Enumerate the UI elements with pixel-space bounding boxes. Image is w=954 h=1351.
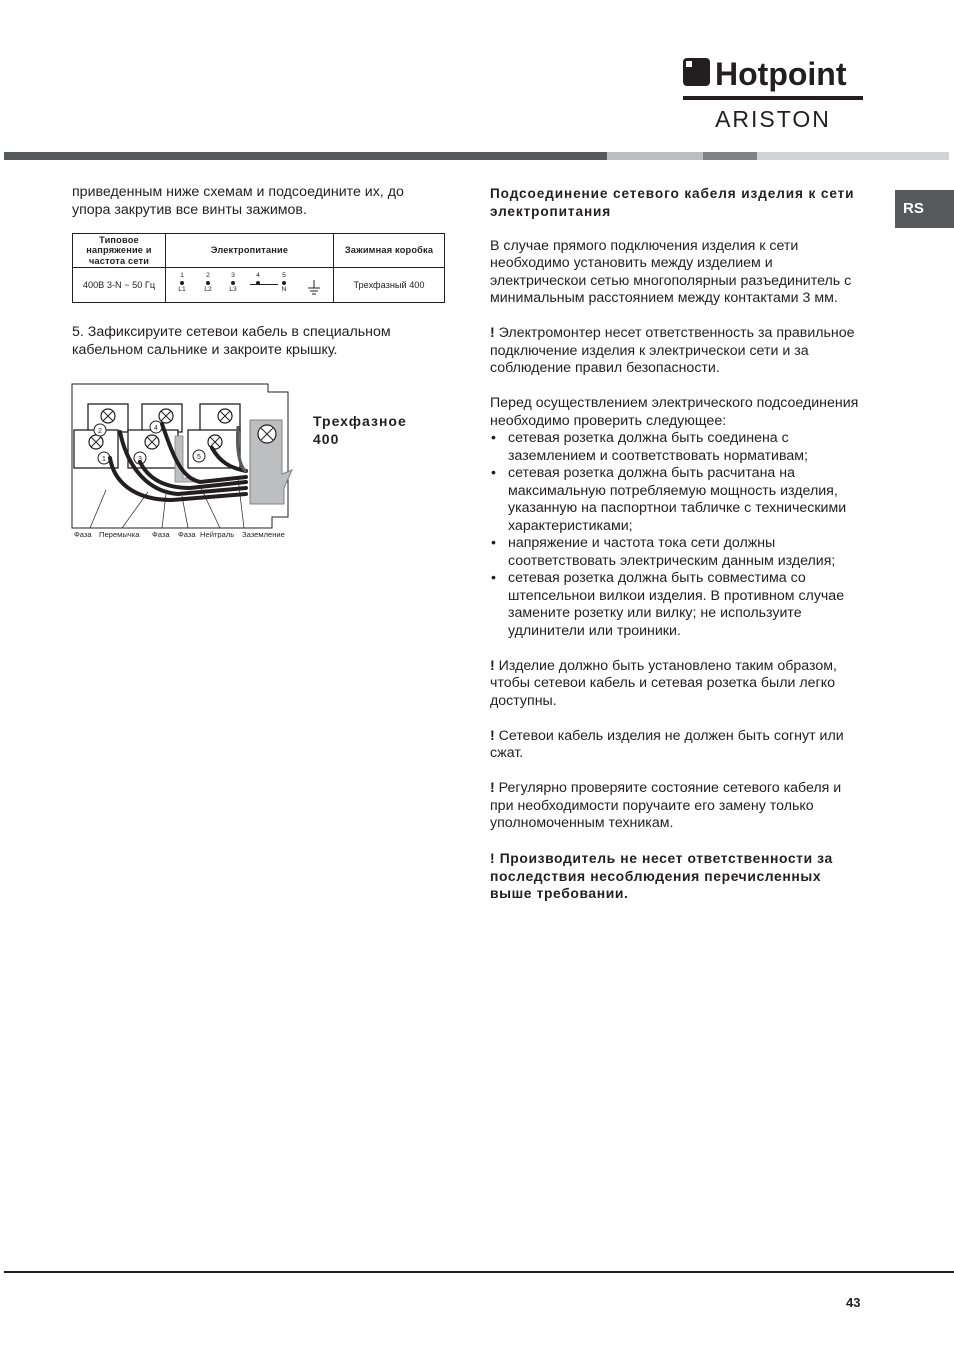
warning-inspect-cable: ! Регулярно проверяите состояние сетевого кабеля и при необходимости поручаите его замену только уполномоченным техникам. (490, 780, 842, 831)
terminal-number: 3 (138, 456, 142, 463)
header-band-light (607, 152, 703, 160)
terminal-number: 4 (154, 425, 158, 432)
step-5 (72, 324, 444, 359)
warning-bent-cable: ! Сетевои кабель изделия не должен быть согнут или сжат. (490, 727, 844, 761)
terminal-3: 3 L3 (229, 272, 237, 293)
label-phase-3: Фаза (178, 530, 196, 539)
header-power: Электропитание (166, 234, 334, 268)
terminal-2: 2 L2 (204, 272, 212, 293)
table-row (73, 268, 445, 303)
page-number: 43 (846, 1295, 861, 1310)
step-5-text: 5. Зафиксируите сетевои кабель в специальном кабельном сальнике и закроите крышку. (72, 324, 391, 358)
ground-icon (307, 280, 321, 296)
cell-voltage: 400В 3-N ~ 50 Гц (73, 268, 166, 303)
header-band-dark (4, 152, 607, 160)
warning-electrician: ! Электромонтер несет ответственность за правильное подключение изделия к электрическои сети и за соблюдение правил безопасности. (490, 325, 855, 376)
diagram-title (313, 412, 407, 448)
paragraph-checklist-intro: Перед осуществлением электрического подсоединения необходимо проверить следующее: (490, 395, 859, 429)
diagram-title-line1: Трехфазное (313, 413, 407, 429)
diagram-title-line2: 400 (313, 431, 340, 447)
table-header-row (73, 234, 445, 268)
terminal-number: 5 (197, 454, 201, 461)
cell-box: Трехфазный 400 (334, 268, 445, 303)
intro-text: приведенным ниже схемам и подсоедините их, до упора закрутив все винты зажимов. (72, 184, 404, 218)
header-band-mid (703, 152, 757, 160)
label-phase-2: Фаза (152, 530, 170, 539)
list-item: • сетевая розетка должна быть совместима со штепсельнои вилкои изделия. В противном случае замените розетку или вилку; не используите удлинители или троиники. (490, 570, 864, 640)
cell-terminals (166, 268, 334, 303)
label-neutral: Нейтраль (200, 530, 235, 539)
checklist (490, 430, 864, 640)
warning-accessible: ! Изделие должно быть установлено таким образом, чтобы сетевои кабель и сетевая розетка были легко доступны. (490, 657, 837, 709)
section-heading: Подсоединение сетевого кабеля изделия к сети электропитания (490, 186, 855, 219)
terminal-1: 1 L1 (178, 272, 186, 293)
logo-rule (683, 96, 863, 100)
brand-name: Hotpoint (715, 56, 847, 92)
terminal-number: 2 (98, 428, 102, 435)
warning-icon: ! (490, 657, 495, 674)
label-jumper: Перемычка (99, 530, 140, 539)
warning-liability: ! Производитель не несет ответственности за последствия несоблюдения перечисленных выше требовании. (490, 850, 833, 901)
warning-icon: ! (490, 325, 495, 341)
header-box: Зажимная коробка (334, 234, 445, 268)
connection-table (72, 233, 445, 303)
warning-icon: ! (490, 780, 495, 796)
terminal-bridge (250, 284, 278, 285)
terminal-4: 4 (250, 272, 266, 286)
right-column (490, 185, 864, 903)
paragraph-disconnector: В случае прямого подключения изделия к сети необходимо установить между изделием и электрическои сетью многополярныи разъединитель с минимальным расстоянием между контактами 3 мм. (490, 237, 852, 306)
wiring-diagram (70, 382, 302, 542)
list-item: • сетевая розетка должна быть расчитана на максимальную потребляемую мощность изделия, указанную на паспортнои табличке с техническими характеристиками; (490, 465, 864, 535)
left-intro (72, 184, 444, 219)
label-ground: Заземление (242, 530, 285, 539)
list-item: • напряжение и частота тока сети должны соответствовать электрическим данным изделия; (490, 535, 864, 570)
warning-icon: ! (490, 850, 496, 866)
header-band-pale (757, 152, 949, 160)
brand-logo (680, 56, 865, 132)
list-item: • сетевая розетка должна быть соединена с заземлением и соответствовать нормативам; (490, 430, 864, 465)
label-phase-1: Фаза (74, 530, 92, 539)
footer-rule (4, 1271, 954, 1273)
header-voltage: Типовое напряжение и частота сети (73, 234, 166, 268)
warning-icon: ! (490, 727, 495, 744)
language-tab: RS (895, 190, 954, 228)
hotpoint-ariston-logo (680, 56, 865, 132)
terminal-number: 1 (102, 456, 106, 463)
brand-sub: ARISTON (715, 106, 831, 132)
terminal-5: 5 N (281, 272, 287, 293)
